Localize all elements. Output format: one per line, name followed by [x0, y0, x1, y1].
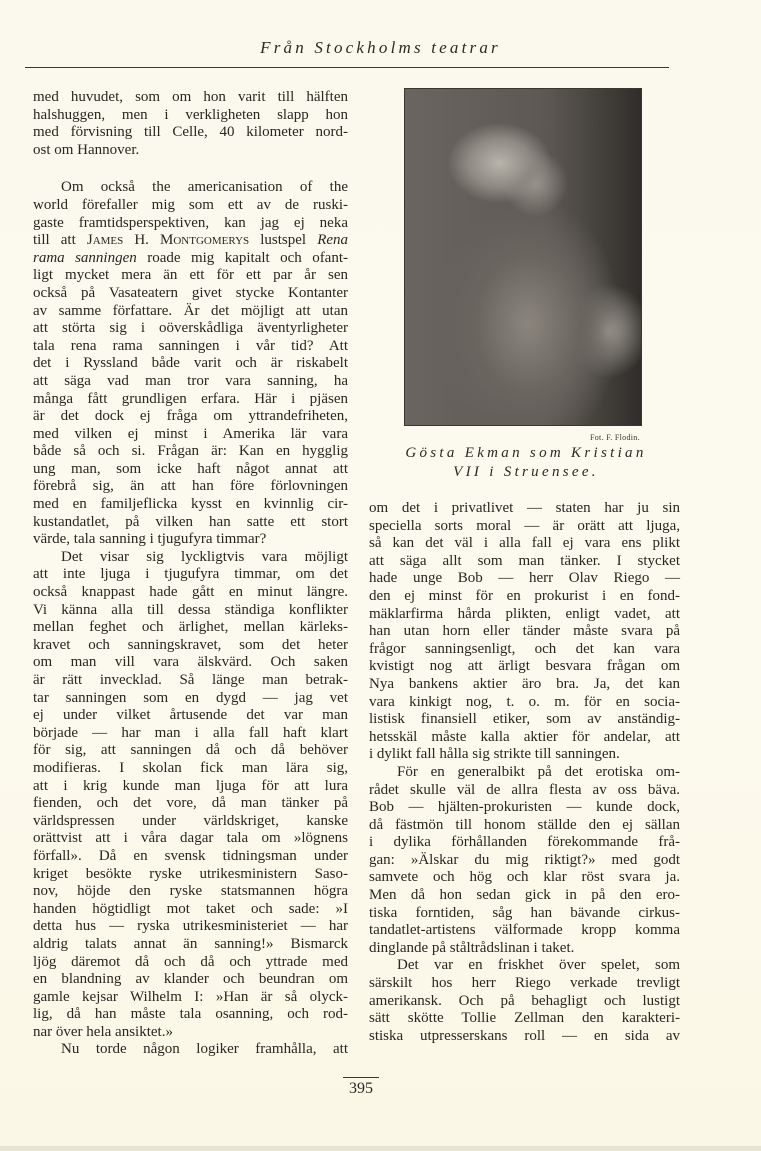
- text-line: i dylika förhållanden förekommande frå-: [369, 834, 680, 851]
- text-line: med förvisning till Celle, 40 kilometer nord-: [33, 124, 348, 141]
- text-line: lig, då han måste tala osanning, och rod-: [33, 1006, 348, 1023]
- text-line: förebrå sig, än att han före förlovningen: [33, 478, 348, 495]
- text-line: halshuggen, men i verkligheten slapp hon: [33, 106, 348, 123]
- text-line: För en generalbikt på det erotiska om-: [397, 763, 680, 780]
- text-line: både så och si. Frågan är: Kan en hygglig: [33, 443, 348, 460]
- text-line: kriget besökte ryske utrikesministern Saso-: [33, 865, 348, 882]
- text-line: ost om Hannover.: [33, 141, 140, 158]
- header-rule: [25, 67, 669, 68]
- text-line: kvistigt nog att ärligt besvara frågan om: [369, 658, 680, 675]
- text-line: detta hus — ryska utrikesministeriet — har: [33, 918, 348, 935]
- text-line: Nya bankens aktier äro bra. Ja, det kan: [369, 675, 680, 692]
- text-line: gaste framtidsperspektiven, kan jag ej neka: [33, 214, 348, 231]
- text-fragment: till att: [33, 232, 76, 249]
- text-line: förfall». Då en svensk tidningsman under: [33, 847, 348, 864]
- text-line: gan: »Älskar du mig riktigt?» med godt: [369, 851, 680, 868]
- portrait-photograph: [404, 88, 642, 426]
- text-line: dinglande på ståltrådslinan i taket.: [369, 939, 575, 956]
- text-line: om man vill vara älskvärd. Och saken: [33, 654, 348, 671]
- text-line: stiska utpresserskans roll — en sida av: [369, 1027, 680, 1044]
- text-line: den ej minst för en prokurist i en fond-: [369, 587, 680, 604]
- text-line: är rätt invecklad. Så länge man betrak-: [33, 672, 348, 688]
- text-line: att i krig kunde man ljuga för att lura: [33, 777, 348, 794]
- text-line: av samme författare. Är det möjligt att utan: [33, 302, 348, 319]
- text-line: orättvist att i våra dagar tala om »lögnens: [33, 830, 348, 847]
- text-line: då fästmön till honom ställde den ej sällan: [369, 816, 680, 833]
- text-line: hade unge Bob — herr Olav Riego —: [369, 570, 680, 587]
- text-line: aldrig talats annat än sanning!» Bismarck: [33, 935, 348, 952]
- text-line: mäklarfirma hårda plikten, enligt vadet, att: [369, 605, 680, 622]
- text-line: många fått grundligen erfara. Här i pjäsen: [33, 390, 348, 407]
- text-line: att störta sig i oöverskådliga äventyrligheter: [33, 320, 348, 337]
- text-line: tar sanningen som en dygd — jag vet: [33, 689, 348, 706]
- text-line: världspressen under världskriget, kanske: [33, 812, 348, 829]
- page-number: 395: [349, 1080, 373, 1097]
- text-line: en blandning av klander och beundran om: [33, 971, 348, 988]
- text-line: nar över hela ansiktet.»: [33, 1023, 173, 1040]
- text-line: också knappast hade gått en minut längre.: [33, 584, 348, 601]
- text-line: också på Vasateatern givet stycke Kontanter: [33, 284, 348, 301]
- text-line-with-names: [33, 232, 348, 250]
- text-line: Nu torde någon logiker framhålla, att: [61, 1041, 348, 1058]
- text-line: mellan feghet och ärlighet, mellan kärleks-: [33, 619, 348, 636]
- text-line: med vilken ej minst i Amerika lär vara: [33, 425, 348, 442]
- text-line: Men då hon sedan gick in på den ero-: [369, 887, 680, 904]
- text-line: för sig, att sanningen då och då behöver: [33, 742, 348, 759]
- text-line: ljög däremot då och då och yttrade med: [33, 953, 348, 970]
- page-number-rule: [343, 1077, 379, 1078]
- text-line: att inte ljuga i tjugufyra timmar, om det: [33, 566, 348, 583]
- text-line: hetsskäl måste kalla aktier för andelar, att: [369, 728, 680, 745]
- photo-credit: Fot. F. Flodin.: [590, 433, 640, 442]
- text-fragment: roade mig kapitalt och ofant-: [147, 249, 349, 266]
- text-line: kravet och sanningskravet, som det heter: [33, 636, 348, 653]
- left-text-column: [33, 89, 348, 1059]
- text-line: amerikansk. Och på behagligt och lustigt: [369, 992, 680, 1009]
- text-line: handen högtidligt mot taket och sade: »I: [33, 900, 348, 917]
- text-line: modifieras. I skolan fick man lära sig,: [33, 759, 348, 776]
- photo-caption: [370, 444, 682, 482]
- text-line: world förefaller mig som ett av de ruski-: [33, 196, 348, 213]
- text-line: särskilt hos herr Riego verkade trevligt: [369, 975, 680, 992]
- text-line: vara kinkigt nog, t. o. m. för en socia-: [369, 693, 680, 710]
- text-line: frågor sanningsenligt, och det kan vara: [369, 640, 680, 657]
- text-line: att säga vad man tror vara sanning, ha: [33, 372, 348, 389]
- text-line: gamle kejsar Wilhelm I: »Han är så olyck-: [33, 988, 348, 1005]
- text-line: ej under vilket årtusende det var man: [33, 707, 348, 724]
- text-line: så kan det väl i alla fall ej vara ens plikt: [369, 535, 680, 552]
- text-line-with-title: [33, 250, 348, 268]
- text-line: Vi känna alla till dessa ständiga konflikter: [33, 601, 348, 618]
- text-line: tandatlet-artistens välformade kropp komma: [369, 922, 680, 939]
- text-line: han utan horn eller tänder måste svara på: [369, 623, 680, 640]
- caption-line: Gösta Ekman som Kristian: [405, 445, 647, 461]
- text-line: Bob — hjälten-prokuristen — kunde dock,: [369, 799, 680, 816]
- text-line: ung man, som icke haft något annat att: [33, 460, 348, 477]
- text-line: värde, tala sanning i tjugufyra timmar?: [33, 531, 267, 548]
- text-line: fienden, och det vore, då man tänker på: [33, 795, 348, 812]
- text-line: började — har man i alla fall haft klart: [33, 724, 348, 741]
- text-line: speciella sorts moral — är orätt att ljuga,: [369, 517, 680, 534]
- text-line: om det i privatlivet — staten har ju sin: [369, 500, 680, 516]
- text-line: det i Ryssland både varit och är riskabelt: [33, 355, 348, 372]
- text-line: tala rena rama sanningen i vår tid? Att: [33, 337, 348, 354]
- text-line: samvete och hög och klar röst svara ja.: [369, 869, 680, 886]
- right-text-column: [369, 500, 680, 1045]
- running-title: Från Stockholms teatrar: [260, 38, 501, 57]
- text-line: Det visar sig lyckligtvis vara möjligt: [61, 548, 348, 565]
- text-line: att säga allt som man tänker. I stycket: [369, 552, 680, 569]
- text-line: med en familjeflicka kysst en kvinnlig cir-: [33, 496, 348, 513]
- text-line: nov, höjde den ryske statsmannen högra: [33, 883, 348, 900]
- text-line: ligt mycket mera än ett för ett par år sen: [33, 267, 348, 284]
- text-line: Om också the americanisation of the: [61, 179, 348, 196]
- text-fragment: lustspel: [260, 232, 307, 249]
- play-title: Rena: [317, 232, 349, 249]
- text-line: tiska forntiden, såg han bävande cirkus-: [369, 904, 680, 921]
- play-title: rama sanningen: [33, 249, 137, 266]
- caption-line: VII i Struensee.: [453, 464, 599, 480]
- text-line: med huvudet, som om hon varit till hälften: [33, 89, 348, 105]
- text-line: i dylikt fall hålla sig strikte till sanningen.: [369, 746, 620, 763]
- text-line: sätt skötte Tollie Zellman den karakteri-: [369, 1010, 680, 1027]
- text-line: Det var en friskhet över spelet, som: [397, 957, 680, 974]
- text-line: är det dock ej fråga om yttrandefriheten,: [33, 408, 348, 425]
- text-line: listisk finansiell etiker, som av anständig-: [369, 711, 680, 728]
- text-line: rådet skulle väl de allra flesta av oss bäva.: [369, 781, 680, 798]
- page-bottom-edge: [0, 1146, 761, 1151]
- paragraph-gap: [33, 159, 348, 179]
- author-name: James H. Montgomerys: [86, 232, 250, 249]
- text-line: kustandatlet, på vilken han satte ett stort: [33, 513, 348, 530]
